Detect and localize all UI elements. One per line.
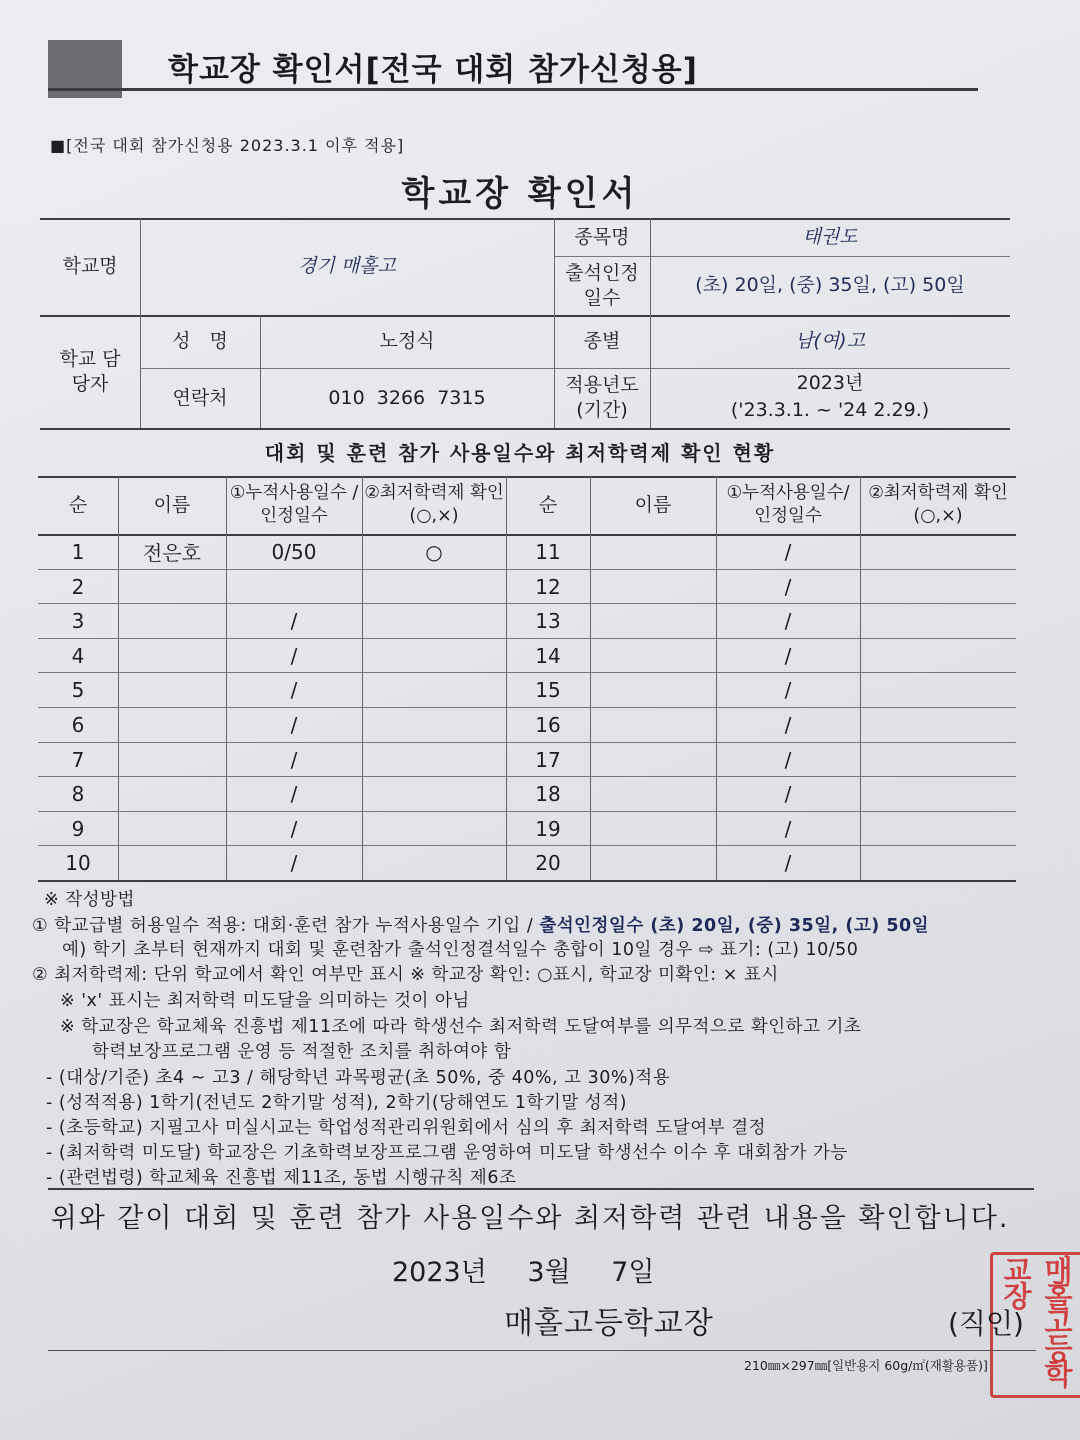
- header-name-right: 이름: [634, 493, 672, 516]
- cell-academic: [362, 707, 506, 742]
- cell-name: [118, 742, 226, 777]
- cell-no: 1: [71, 539, 85, 564]
- document-title: 학교장 확인서: [401, 174, 639, 214]
- cell-no: 2: [71, 574, 85, 599]
- cell-days: /: [290, 712, 298, 737]
- cell-no: 20: [535, 850, 561, 875]
- header-no: 순: [68, 493, 88, 516]
- cell-name: [590, 672, 716, 707]
- cell-academic: [362, 638, 506, 673]
- cell-no: 17: [535, 747, 561, 772]
- bullet-4: - (최저학력 미도달) 학교장은 기초학력보장프로그램 운영하여 미도달 학생선수 이수 후 대회참가 가능: [46, 1143, 848, 1163]
- cell-name: [590, 638, 716, 673]
- name-value: 노정식: [379, 330, 435, 353]
- note-1-emphasis: 출석인정일수 (초) 20일, (중) 35일, (고) 50일: [539, 916, 930, 936]
- cell-days: /: [784, 539, 792, 564]
- cell-no: 6: [71, 712, 85, 737]
- footer-rule: [48, 1350, 1036, 1351]
- header-academic: ②최저학력제 확인(○,×): [364, 483, 504, 526]
- event-value: 태권도: [802, 225, 858, 248]
- confirmation-statement: 위와 같이 대회 및 훈련 참가 사용일수와 최저학력 관련 내용을 확인합니다.: [50, 1203, 1010, 1234]
- phone-value: 010 3266 7315: [328, 386, 486, 409]
- cell-academic: [860, 569, 1016, 604]
- cell-days: /: [784, 816, 792, 841]
- note-4-cont: 학력보장프로그램 운영 등 적절한 조치를 취하여야 함: [92, 1042, 512, 1062]
- cell-days: /: [784, 712, 792, 737]
- cell-academic: [860, 638, 1016, 673]
- cell-academic: [860, 811, 1016, 846]
- cell-no: 10: [65, 850, 91, 875]
- notes-heading: ※ 작성방법: [44, 890, 135, 910]
- cell-days: /: [784, 781, 792, 806]
- category-label: 종별: [583, 330, 621, 353]
- principal-name: 매홀고등학교장: [504, 1306, 714, 1341]
- seal-label: (직인): [948, 1307, 1024, 1340]
- date-year: 2023년: [392, 1257, 487, 1288]
- note-1: [32, 912, 929, 937]
- cell-days: /: [784, 608, 792, 633]
- header-days-right: ①누적사용일수/ 인정일수: [726, 483, 850, 526]
- date-month: 3월: [527, 1257, 571, 1288]
- cell-no: 11: [535, 539, 561, 564]
- cell-days: /: [784, 677, 792, 702]
- cell-no: 3: [71, 608, 85, 633]
- contact-group-label: 학교 담당자: [59, 347, 121, 395]
- cell-academic: [362, 776, 506, 811]
- paper-spec: 210㎜×297㎜[일반용지 60g/㎡(재활용품)]: [744, 1358, 988, 1373]
- event-label: 종목명: [574, 225, 630, 248]
- cell-days: 0/50: [271, 539, 317, 564]
- cell-academic: [860, 603, 1016, 638]
- cell-academic: [362, 569, 506, 604]
- cell-no: 19: [535, 816, 561, 841]
- cell-days: /: [290, 816, 298, 841]
- cell-academic: [362, 742, 506, 777]
- note-3: ※ 'x' 표시는 최저학력 미도달을 의미하는 것이 아님: [60, 991, 470, 1011]
- category-value: 남(여)고: [795, 330, 865, 353]
- cell-name: [590, 845, 716, 880]
- header-days: ①누적사용일수 /인정일수: [229, 483, 359, 526]
- header-no-right: 순: [538, 493, 558, 516]
- cell-days: /: [290, 677, 298, 702]
- bullet-2: - (성적적용) 1학기(전년도 2학기말 성적), 2학기(당해연도 1학기말 성적): [46, 1093, 627, 1113]
- cell-days: /: [290, 781, 298, 806]
- year-period: [650, 370, 1010, 428]
- cell-days: /: [290, 608, 298, 633]
- cell-no: 4: [71, 643, 85, 668]
- status-title: 대회 및 훈련 참가 사용일수와 최저학력제 확인 현황: [264, 441, 776, 465]
- cell-name: 전은호: [143, 541, 201, 565]
- year-label: 적용년도 (기간): [565, 374, 639, 421]
- cell-name: [590, 603, 716, 638]
- cell-days: /: [784, 643, 792, 668]
- cell-no: 16: [535, 712, 561, 737]
- cell-no: 15: [535, 677, 561, 702]
- header-rule: [48, 88, 978, 91]
- cell-name: [590, 569, 716, 604]
- school-label: 학교명: [62, 255, 118, 278]
- note-2: ② 최저학력제: 단위 학교에서 확인 여부만 표시 ※ 학교장 확인: ○표시, 학교장 미확인: × 표시: [32, 965, 779, 985]
- year-value: 2023년: [796, 372, 864, 394]
- cell-days: [226, 569, 362, 604]
- cell-no: 9: [71, 816, 85, 841]
- cell-academic: [860, 742, 1016, 777]
- cell-academic: ○: [425, 539, 443, 564]
- official-seal: 매홀고등학교장: [990, 1252, 1080, 1398]
- cell-name: [118, 603, 226, 638]
- cell-no: 7: [71, 747, 85, 772]
- cell-academic: [860, 534, 1016, 569]
- cell-name: [590, 742, 716, 777]
- note-1-example: 예) 학기 초부터 현재까지 대회 및 훈련참가 출석인정결석일수 총합이 10일 경우 ⇨ 표기: (고) 10/50: [62, 940, 859, 960]
- cell-no: 18: [535, 781, 561, 806]
- cell-days: /: [784, 574, 792, 599]
- cell-days: /: [784, 850, 792, 875]
- cell-no: 14: [535, 643, 561, 668]
- form-note: ■[전국 대회 참가신청용 2023.3.1 이후 적용]: [50, 136, 405, 155]
- rule: [40, 428, 1010, 430]
- date: [392, 1250, 655, 1289]
- attendance-label: 출석인정 일수: [565, 261, 639, 309]
- cell-name: [118, 776, 226, 811]
- cell-days: /: [784, 747, 792, 772]
- attendance-value: (초) 20일, (중) 35일, (고) 50일: [695, 274, 965, 297]
- cell-name: [118, 672, 226, 707]
- cell-academic: [860, 776, 1016, 811]
- date-day: 7일: [611, 1257, 655, 1288]
- cell-days: /: [290, 850, 298, 875]
- period-value: ('23.3.1. ~ '24 2.29.): [730, 399, 930, 421]
- note-4: ※ 학교장은 학교체육 진흥법 제11조에 따라 학생선수 최저학력 도달여부를 의무적으로 확인하고 기초: [60, 1017, 862, 1037]
- cell-academic: [362, 811, 506, 846]
- phone-label: 연락처: [172, 386, 228, 409]
- rule: [48, 1188, 1034, 1190]
- header-academic-right: ②최저학력제 확인(○,×): [868, 483, 1008, 526]
- cell-no: 13: [535, 608, 561, 633]
- cell-no: 12: [535, 574, 561, 599]
- school-value: 경기 매홀고: [298, 255, 396, 278]
- cell-no: 8: [71, 781, 85, 806]
- cell-academic: [860, 845, 1016, 880]
- cell-name: [118, 707, 226, 742]
- cell-name: [590, 811, 716, 846]
- rule: [38, 880, 1016, 882]
- name-label: 성 명: [172, 330, 228, 353]
- header-title: 학교장 확인서[전국 대회 참가신청용]: [168, 52, 698, 88]
- cell-name: [118, 811, 226, 846]
- bullet-5: - (관련법령) 학교체육 진흥법 제11조, 동법 시행규칙 제6조: [46, 1168, 517, 1188]
- cell-name: [118, 845, 226, 880]
- cell-academic: [860, 672, 1016, 707]
- cell-academic: [362, 672, 506, 707]
- cell-academic: [362, 845, 506, 880]
- cell-name: [590, 534, 716, 569]
- cell-name: [590, 707, 716, 742]
- cell-name: [118, 638, 226, 673]
- note-1-text: ① 학교급별 허용일수 적용: 대회·훈련 참가 누적사용일수 기입 /: [32, 916, 540, 936]
- cell-name: [590, 776, 716, 811]
- cell-name: [118, 569, 226, 604]
- cell-days: /: [290, 643, 298, 668]
- bullet-3: - (초등학교) 지필고사 미실시교는 학업성적관리위원회에서 심의 후 최저학력 도달여부 결정: [46, 1118, 767, 1138]
- cell-no: 5: [71, 677, 85, 702]
- cell-days: /: [290, 747, 298, 772]
- bullet-1: - (대상/기준) 초4 ~ 고3 / 해당학년 과목평균(초 50%, 중 40%, 고 30%)적용: [46, 1068, 671, 1088]
- header-name: 이름: [153, 493, 191, 516]
- cell-academic: [860, 707, 1016, 742]
- cell-academic: [362, 603, 506, 638]
